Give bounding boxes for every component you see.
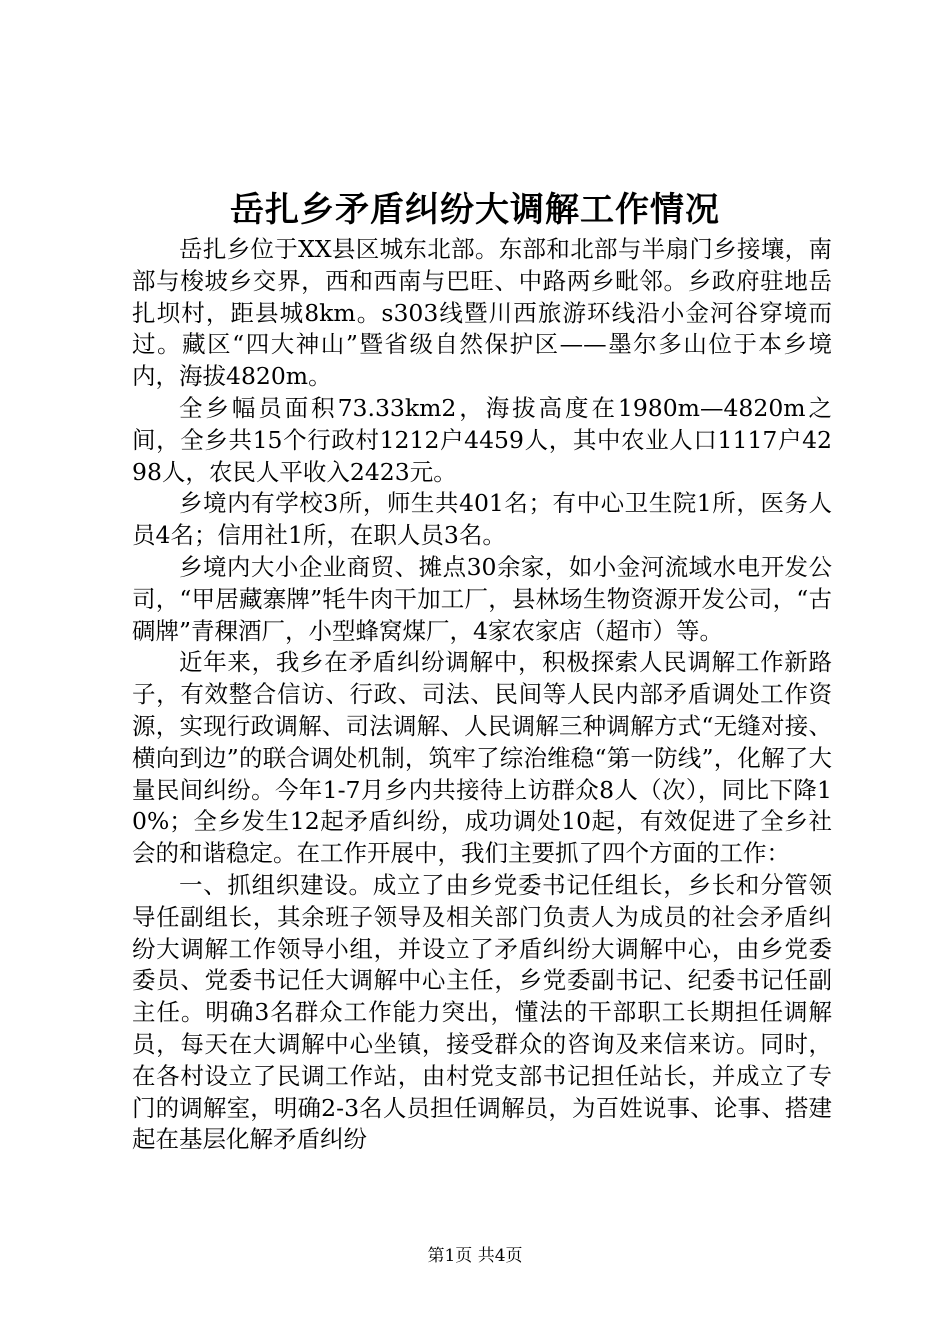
paragraph-enterprises: 乡境内大小企业商贸、摊点30余家，如小金河流域水电开发公司，“甲居藏寨牌”牦牛肉干加工厂，县林场生物资源开发公司，“古碉牌”青稞酒厂，小型蜂窝煤厂，4家农家店（超市）等。 bbox=[132, 552, 832, 645]
document-title: 岳扎乡矛盾纠纷大调解工作情况 bbox=[230, 190, 720, 230]
paragraph-organization: 一、抓组织建设。成立了由乡党委书记任组长，乡长和分管领导任副组长，其余班子领导及相关部门负责人为成员的社会矛盾纠纷大调解工作领导小组，并设立了矛盾纠纷大调解中心，由乡党委委员、党委书记任大调解中心主任，乡党委副书记、纪委书记任副主任。明确3名群众工作能力突出，懂法的干部职工长期担任调解员，每天在大调解中心坐镇，接受群众的咨询及来信来访。同时，在各村设立了民调工作站，由村党支部书记担任站长，并成立了专门的调解室，明确2-3名人员担任调解员，为百姓说事、论事、搭建起在基层化解矛盾纠纷 bbox=[132, 870, 832, 1154]
paragraph-location: 岳扎乡位于XX县区城东北部。东部和北部与半扇门乡接壤，南部与梭坡乡交界，西和西南与巴旺、中路两乡毗邻。乡政府驻地岳扎坝村，距县城8km。s303线暨川西旅游环线沿小金河谷穿境而过。藏区“四大神山”暨省级自然保护区——墨尔多山位于本乡境内，海拔4820m。 bbox=[132, 235, 832, 391]
paragraph-schools-health: 乡境内有学校3所，师生共401名；有中心卫生院1所，医务人员4名；信用社1所，在职人员3名。 bbox=[132, 489, 832, 550]
document-body bbox=[132, 234, 832, 1156]
paragraph-area-population: 全乡幅员面积73.33km2，海拔高度在1980m—4820m之间，全乡共15个行政村1212户4459人，其中农业人口1117户4298人，农民人平收入2423元。 bbox=[132, 393, 832, 486]
paragraph-mediation-overview: 近年来，我乡在矛盾纠纷调解中，积极探索人民调解工作新路子，有效整合信访、行政、司法、民间等人民内部矛盾调处工作资源，实现行政调解、司法调解、人民调解三种调解方式“无缝对接、横向到边”的联合调处机制，筑牢了综治维稳“第一防线”，化解了大量民间纠纷。今年1-7月乡内共接待上访群众8人（次），同比下降10%；全乡发生12起矛盾纠纷，成功调处10起，有效促进了全乡社会的和谐稳定。在工作开展中，我们主要抓了四个方面的工作： bbox=[132, 648, 832, 868]
page-number-footer: 第1页 共4页 bbox=[427, 1246, 523, 1266]
